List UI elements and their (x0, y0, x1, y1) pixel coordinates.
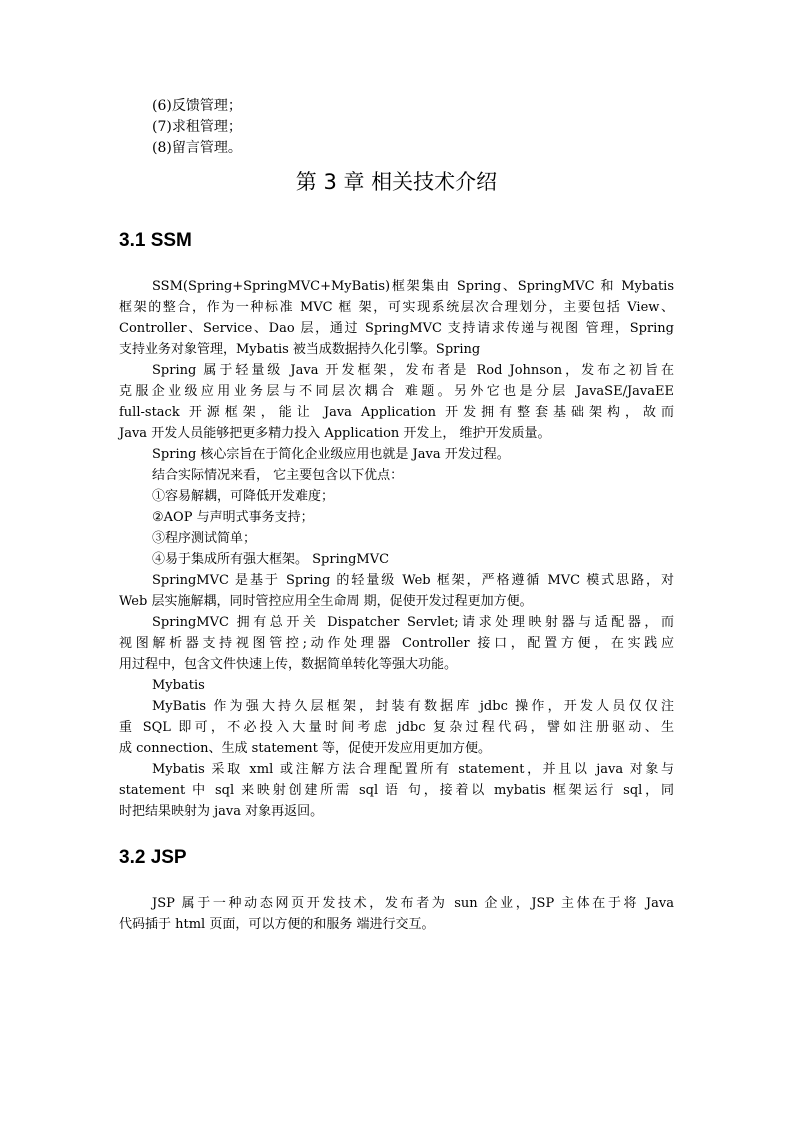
list-item: ①容易解耦，可降低开发难度； (152, 489, 335, 504)
list-item: (8)留言管理。 (152, 140, 242, 156)
paragraph-line: 视图解析器支持视图管控;动作处理器 Controller 接口，配置方便，在实践应 (119, 636, 674, 651)
paragraph-line: Mybatis 采取 xml 或注解方法合理配置所有 statement，并且以 java 对象与 (152, 762, 674, 777)
section-heading-ssm: 3.1 SSM (119, 230, 192, 251)
paragraph-line: JSP 属于一种动态网页开发技术，发布者为 sun 企业，JSP 主体在于将 Java (152, 896, 674, 911)
paragraph-line: full-stack 开源框架，能让 Java Application 开发拥有整套基础架构，故而 (119, 405, 674, 420)
paragraph-line: Controller、Service、Dao 层，通过 SpringMVC 支持请求传递与视图 管理，Spring (119, 321, 674, 336)
paragraph-line: Mybatis (152, 678, 205, 693)
paragraph-line: 支持业务对象管理，Mybatis 被当成数据持久化引擎。Spring (119, 342, 481, 357)
paragraph-line: Spring 属于轻量级 Java 开发框架，发布者是 Rod Johnson，发布之初旨在 (152, 363, 674, 378)
paragraph-line: 结合实际情况来看， 它主要包含以下优点： (152, 468, 404, 483)
section-heading-jsp: 3.2 JSP (119, 847, 187, 868)
list-item: (7)求租管理； (152, 119, 242, 135)
paragraph-line: 成 connection、生成 statement 等，促使开发应用更加方便。 (119, 741, 491, 756)
paragraph-line: Spring 核心宗旨在于简化企业级应用也就是 Java 开发过程。 (152, 447, 510, 462)
list-item: ②AOP 与声明式事务支持； (152, 510, 314, 525)
paragraph-line: Web 层实施解耦，同时管控应用全生命周 期，促使开发过程更加方便。 (119, 594, 533, 609)
paragraph-line: 重 SQL 即可，不必投入大量时间考虑 jdbc 复杂过程代码，譬如注册驱动、生 (119, 720, 674, 735)
list-item: ③程序测试简单； (152, 531, 257, 546)
paragraph-line: statement 中 sql 来映射创建所需 sql 语 句，接着以 mybatis 框架运行 sql，同 (119, 783, 674, 798)
paragraph-line: 代码插于 html 页面，可以方便的和服务 端进行交互。 (119, 917, 435, 932)
paragraph-line: Java 开发人员能够把更多精力投入 Application 开发上， 维护开发质量。 (119, 426, 551, 441)
list-item: ④易于集成所有强大框架。 SpringMVC (152, 552, 390, 567)
paragraph-line: MyBatis 作为强大持久层框架，封装有数据库 jdbc 操作，开发人员仅仅注 (152, 699, 674, 714)
paragraph-line: 克服企业级应用业务层与不同层次耦合 难题。另外它也是分层 JavaSE/JavaEE (119, 384, 674, 399)
paragraph-line: SpringMVC 是基于 Spring 的轻量级 Web 框架，严格遵循 MVC 模式思路，对 (152, 573, 674, 588)
chapter-title: 第 3 章 相关技术介绍 (295, 170, 498, 194)
list-item: (6)反馈管理； (152, 98, 242, 114)
paragraph-line: SSM(Spring+SpringMVC+MyBatis)框架集由 Spring、SpringMVC 和 Mybatis (152, 279, 674, 294)
paragraph-line: SpringMVC 拥有总开关 Dispatcher Servlet;请求处理映射器与适配器，而 (152, 615, 674, 630)
paragraph-line: 时把结果映射为 java 对象再返回。 (119, 804, 324, 819)
paragraph-line: 框架的整合，作为一种标准 MVC 框 架，可实现系统层次合理划分，主要包括 View、 (119, 300, 674, 315)
paragraph-line: 用过程中，包含文件快速上传，数据简单转化等强大功能。 (119, 657, 458, 672)
